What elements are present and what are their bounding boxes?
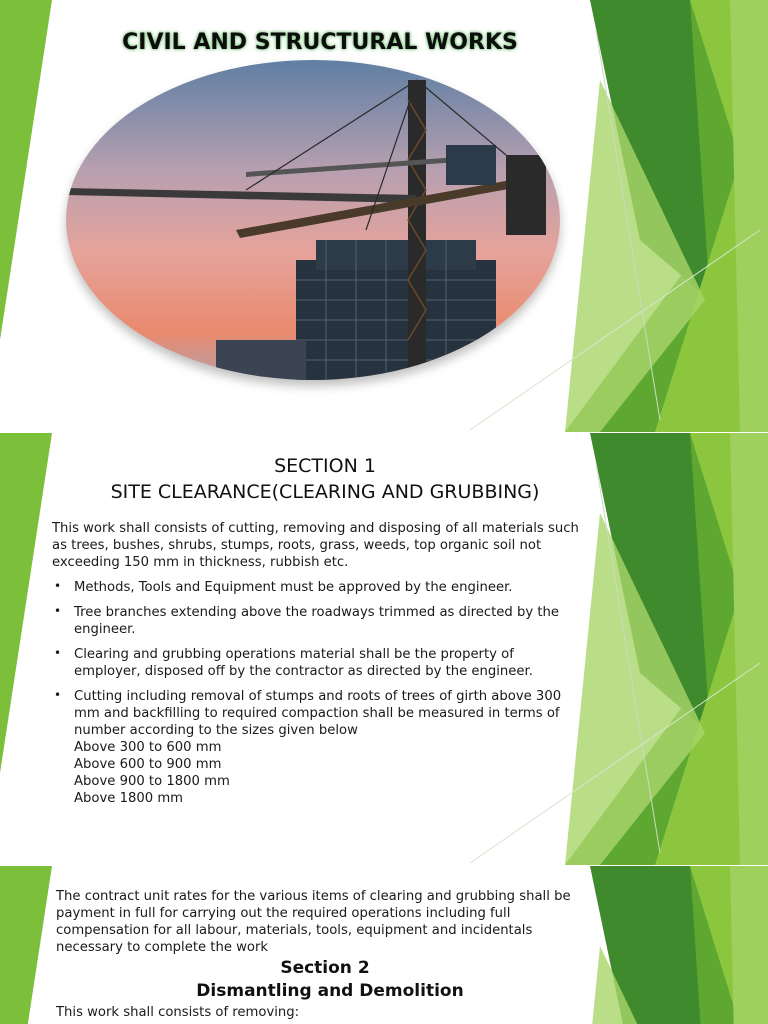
- section-intro: This work shall consists of removing:: [56, 1005, 300, 1020]
- section-heading: [60, 453, 590, 505]
- list-item: [52, 688, 582, 807]
- list-item-text: Cutting including removal of stumps and roots of trees of girth above 300 mm and backfilling to required compaction shall be measured in terms of number according to the sizes given below: [74, 689, 562, 738]
- section-title: SITE CLEARANCE(CLEARING AND GRUBBING): [110, 481, 540, 503]
- slide-title: CIVIL AND STRUCTURAL WORKS: [122, 30, 518, 55]
- size-item: Above 300 to 600 mm: [74, 740, 222, 755]
- list-item: • Tree branches extending above the roadways trimmed as directed by the engineer.: [52, 604, 582, 638]
- size-item: Above 900 to 1800 mm: [74, 774, 230, 789]
- size-item: Above 600 to 900 mm: [74, 757, 222, 772]
- list-item: • Clearing and grubbing operations material shall be the property of employer, disposed off by the contractor as directed by the engineer.: [52, 646, 582, 680]
- crane-photo: [66, 60, 560, 380]
- list-item: • Methods, Tools and Equipment must be approved by the engineer.: [52, 579, 582, 596]
- section-title: Dismantling and Demolition: [196, 981, 464, 1001]
- slide-2: [0, 433, 768, 865]
- contract-paragraph: The contract unit rates for the various items of clearing and grubbing shall be payment in full for carrying out the required operations including full compensation for all labour, materials, tools, equipment and incidentals necessary to complete the work: [56, 889, 571, 955]
- section-number: Section 2: [280, 958, 370, 978]
- bullet-list: [52, 579, 582, 815]
- size-item: Above 1800 mm: [74, 791, 184, 806]
- intro-paragraph: This work shall consists of cutting, removing and disposing of all materials such as trees, bushes, shrubs, stumps, roots, grass, weeds, top organic soil not exceeding 150 mm in thickness, rubbish etc.: [52, 521, 579, 570]
- section-number: SECTION 1: [274, 455, 376, 477]
- slide-1: [0, 0, 768, 432]
- slide-3: [0, 866, 768, 1024]
- size-list: [74, 739, 582, 807]
